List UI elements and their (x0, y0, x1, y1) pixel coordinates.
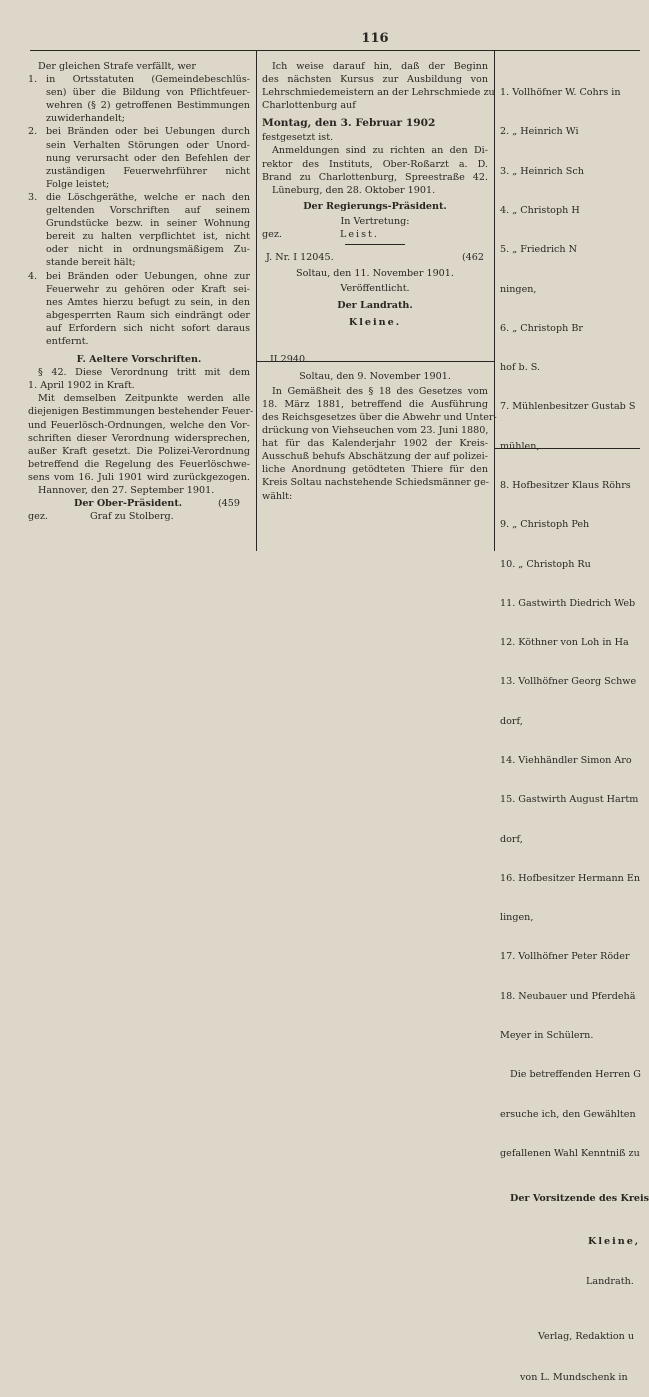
text-line: schriften dieser Verordnung widersprechen, (28, 432, 250, 444)
schiedsmann-line: 1. Vollhöfner W. Cohrs in (500, 87, 621, 99)
schiedsmann-line: dorf, (500, 833, 523, 845)
schiedsmann-line: 2. „ Heinrich Wi (500, 126, 579, 138)
list-item (28, 125, 250, 190)
text-line: Feuerwehr zu gehören oder Kraft sei- (46, 283, 250, 295)
reference-number: II 2940. (270, 353, 309, 365)
text-line: 1. April 1902 in Kraft. (28, 380, 135, 392)
text-line: Lehrschmiedemeistern an der Lehrschmiede zu (262, 87, 495, 99)
text-line: Ich weise darauf hin, daß der Beginn (272, 61, 488, 72)
text-line: liche Anordnung getödteten Thiere für den (262, 464, 488, 476)
text-line: Brand zu Charlottenburg, Spreestraße 42. (262, 171, 488, 183)
text-line: drückung von Viehseuchen vom 23. Juni 1880, (262, 425, 489, 437)
list-item (28, 270, 250, 349)
signer-title: Der Ober-Präsident. (74, 498, 183, 510)
schiedsmann-line: 17. Vollhöfner Peter Röder (500, 951, 630, 963)
schiedsmann-line: Meyer in Schülern. (500, 1029, 594, 1041)
text-line: wehren (§ 2) getroffenen Bestimmungen (46, 100, 250, 112)
text-line: Ausschuß behufs Abschätzung der auf polizei- (262, 451, 488, 463)
text-line: Grundstücke bezw. in seiner Wohnung (46, 218, 250, 230)
text-line: diejenigen Bestimmungen bestehender Feuer- (28, 406, 254, 418)
schiedsmann-line: 12. Köthner von Loh in Ha (500, 637, 629, 649)
gez-label: gez. (262, 229, 282, 241)
text-line: Mit demselben Zeitpunkte werden alle (38, 393, 250, 405)
schiedsmann-line: 7. Mühlenbesitzer Gustab S (500, 401, 636, 413)
gez-label: gez. (28, 511, 48, 523)
text-line: Anmeldungen sind zu richten an den Di- (272, 145, 488, 157)
schiedsmann-line: 14. Viehhändler Simon Aro (500, 754, 632, 766)
text-line: zuwiderhandelt; (46, 113, 125, 125)
schiedsmann-line: 3. „ Heinrich Sch (500, 165, 584, 177)
text-line: § 42. Diese Verordnung tritt mit dem (38, 367, 250, 379)
item-number: 3. (28, 191, 38, 203)
header-rule (30, 50, 640, 51)
text-line: auf Erfordern sich nicht sofort daraus (46, 322, 250, 334)
text-line: außer Kraft gesetzt. Die Polizei-Verordnung (28, 445, 250, 457)
place-date: Hannover, den 27. September 1901. (38, 485, 215, 496)
signer-line (28, 510, 250, 523)
schiedsmann-line: 9. „ Christoph Peh (500, 519, 590, 531)
representation-line: In Vertretung: (340, 215, 410, 227)
signer-line-leist (262, 228, 488, 241)
text-line: In Gemäßheit des § 18 des Gesetzes vom (272, 385, 488, 397)
text-line: sen) über die Bildung von Pflichtfeuer- (46, 87, 250, 99)
date-lueneburg: Lüneburg, den 28. Oktober 1901. (272, 184, 436, 196)
course-date: Montag, den 3. Februar 1902 (262, 117, 436, 130)
schiedsmann-line: 5. „ Friedrich N (500, 244, 578, 256)
schiedsmann-line: 18. Neubauer und Pferdehä (500, 990, 636, 1002)
text-line: und Feuerlösch-Ordnungen, welche den Vor- (28, 419, 250, 431)
text-line: betreffend die Regelung des Feuerlöschwe- (28, 458, 250, 470)
section-title: F. Aeltere Vorschriften. (76, 354, 202, 366)
schiedsmann-line: 10. „ Christoph Ru (500, 558, 591, 570)
text-line: wählt: (262, 490, 293, 502)
text-line: Kreis Soltau nachstehende Schiedsmänner ge- (262, 477, 489, 489)
schiedsmann-line: hof b. S. (500, 362, 541, 374)
item-number: 4. (28, 270, 38, 282)
signer-kleine: Kleine. (348, 316, 402, 328)
column-2 (262, 60, 497, 503)
signer-role: Landrath. (586, 1275, 634, 1287)
text-line: nung verursacht oder den Befehlen der (46, 152, 250, 164)
text-line: gefallenen Wahl Kenntniß zu (500, 1147, 640, 1159)
publisher-line: von L. Mundschenk in (520, 1372, 628, 1384)
schiedsmann-line: 13. Vollhöfner Georg Schwe (500, 676, 637, 688)
column-3 (500, 60, 649, 1397)
fixed-line: festgesetzt ist. (262, 132, 334, 144)
publisher-line: Verlag, Redaktion u (538, 1330, 635, 1342)
chairman-title: Der Vorsitzende des Kreis (510, 1193, 649, 1205)
schiedsmann-line: ningen, (500, 283, 537, 295)
text-line: entfernt. (46, 335, 89, 347)
published-line: Veröffentlicht. (340, 283, 410, 295)
item-number: 2. (28, 126, 38, 138)
schiedsmann-line: 6. „ Christoph Br (500, 322, 583, 334)
text-line: ersuche ich, den Gewählten (500, 1108, 636, 1120)
signer-kleine-col3: Kleine, (588, 1236, 641, 1248)
text-line: Charlottenburg auf (262, 100, 356, 112)
date-soltau-9: Soltau, den 9. November 1901. (299, 370, 451, 382)
signer-leist: Leist. (340, 229, 379, 241)
item-number: 1. (28, 74, 38, 86)
document-number: (462 (461, 252, 484, 264)
schiedsmann-line: 8. Hofbesitzer Klaus Röhrs (500, 480, 631, 491)
text-line: Folge leistet; (46, 178, 110, 190)
text-line: des nächsten Kursus zur Ausbildung von (262, 74, 488, 86)
list-item (28, 73, 250, 125)
schiedsmann-line: dorf, (500, 715, 523, 727)
text-line: bei Bränden oder Uebungen, ohne zur (46, 270, 250, 282)
document-number: (459 (217, 498, 240, 510)
text-line: zuständigen Feuerwehrführer nicht (46, 165, 250, 177)
column-divider-left (256, 50, 257, 551)
schiedsmann-line: lingen, (500, 912, 534, 924)
schiedsmann-line: mühlen, (500, 440, 540, 452)
signer-title-line (28, 497, 250, 510)
text-line: des Reichsgesetzes über die Abwehr und Unter- (262, 411, 497, 423)
text-line: Die betreffenden Herren G (510, 1069, 641, 1081)
signer-name: Graf zu Stolberg. (90, 511, 174, 523)
schiedsmann-line: 15. Gastwirth August Hartm (500, 794, 639, 806)
text-line: in Ortsstatuten (Gemeindebeschlüs- (46, 74, 250, 86)
title-landrath: Der Landrath. (337, 300, 413, 312)
intro-line: Der gleichen Strafe verfällt, wer (38, 61, 196, 72)
column-1 (28, 60, 254, 523)
text-line: stande bereit hält; (46, 257, 136, 269)
schiedsmann-line: 4. „ Christoph H (500, 205, 580, 217)
jnr-line (262, 251, 488, 264)
short-rule (345, 244, 405, 245)
text-line: sein Verhalten Störungen oder Unord- (46, 139, 250, 151)
text-line: die Löschgeräthe, welche er nach den (46, 191, 250, 203)
column-divider-right (494, 50, 495, 551)
list-item (28, 191, 250, 270)
schiedsmann-line: 11. Gastwirth Diedrich Web (500, 597, 636, 609)
title-regierungs-praesident: Der Regierungs-Präsident. (303, 200, 447, 212)
text-line: bereit zu halten verpflichtet ist, nicht (46, 231, 250, 243)
text-line: sens vom 16. Juli 1901 wird zurückgezogen. (28, 471, 250, 483)
date-soltau-11: Soltau, den 11. November 1901. (296, 268, 454, 280)
schiedsmann-line: 16. Hofbesitzer Hermann En (500, 872, 641, 884)
text-line: abgesperrten Raum sich eindrängt oder (46, 309, 250, 321)
page-number: 116 (361, 31, 389, 46)
text-line: rektor des Instituts, Ober-Roßarzt a. D. (262, 158, 488, 170)
text-line: 18. März 1881, betreffend die Ausführung (262, 398, 488, 410)
journal-number: J. Nr. I 12045. (266, 252, 334, 264)
text-line: bei Bränden oder bei Uebungen durch (46, 126, 250, 138)
text-line: hat für das Kalenderjahr 1902 der Kreis- (262, 438, 488, 450)
text-line: oder nicht in ordnungsmäßigem Zu- (46, 244, 250, 256)
text-line: geltenden Vorschriften auf seinem (46, 205, 250, 217)
text-line: nes Amtes hierzu befugt zu sein, in den (46, 296, 250, 308)
